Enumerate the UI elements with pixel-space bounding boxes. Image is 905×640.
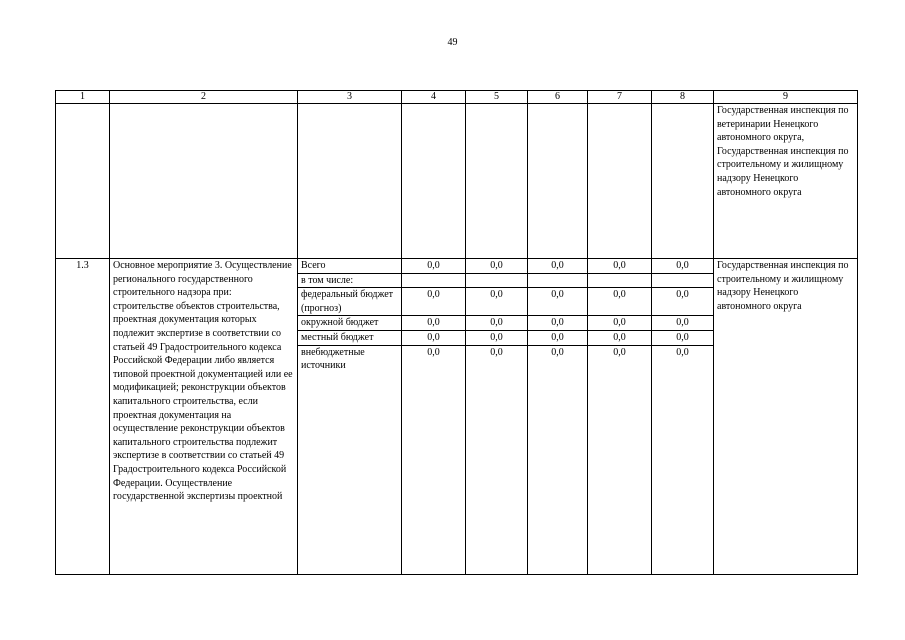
- source-label: в том числе:: [298, 273, 402, 288]
- value-cell: [402, 273, 466, 288]
- program-table: [55, 90, 858, 575]
- column-header: 3: [298, 91, 402, 104]
- value-cell: 0,0: [652, 345, 714, 574]
- source-label: внебюджетные источники: [298, 345, 402, 574]
- value-cell: 0,0: [652, 288, 714, 316]
- column-header: 2: [110, 91, 298, 104]
- value-cell: 0,0: [466, 330, 528, 345]
- page-number: 49: [447, 37, 458, 48]
- value-cell: 0,0: [402, 316, 466, 331]
- value-cell: 0,0: [528, 330, 588, 345]
- activity-description: Основное мероприятие 3. Осуществление регионального государственного строительного надзора при: строительстве объектов строительства, проектная документация которых подлежит экспертизе в соответствии со статьей 49 Градостроительного кодекса Российской Федерации либо является типовой проектной документацией или ее модификацией; реконструкции объектов капитального строительства, если проектная документация на осуществление реконструкции объектов капитального строительства подлежит экспертизе в соответствии со статьей 49 Градостроительного кодекса Российской Федерации. Осуществление государственной экспертизы проектной: [110, 259, 298, 575]
- value-cell: 0,0: [652, 259, 714, 274]
- value-cell: [588, 273, 652, 288]
- value-cell: 0,0: [466, 316, 528, 331]
- column-header: 5: [466, 91, 528, 104]
- source-label: окружной бюджет: [298, 316, 402, 331]
- column-header: 4: [402, 91, 466, 104]
- column-header: 1: [56, 91, 110, 104]
- value-cell: [652, 273, 714, 288]
- value-cell: 0,0: [402, 330, 466, 345]
- value-cell: 0,0: [588, 330, 652, 345]
- value-cell: 0,0: [588, 316, 652, 331]
- source-label: Всего: [298, 259, 402, 274]
- table-row-continued: [56, 104, 858, 259]
- value-cell: 0,0: [652, 330, 714, 345]
- value-cell: 0,0: [588, 259, 652, 274]
- value-cell: 0,0: [466, 259, 528, 274]
- value-cell: 0,0: [402, 259, 466, 274]
- value-cell: [528, 273, 588, 288]
- column-numbers-row: [56, 91, 858, 104]
- value-cell: 0,0: [402, 288, 466, 316]
- executor-cell: Государственная инспекция по строительному и жилищному надзору Ненецкого автономного округа: [714, 259, 858, 575]
- column-header: 9: [714, 91, 858, 104]
- value-cell: 0,0: [652, 316, 714, 331]
- value-cell: 0,0: [528, 259, 588, 274]
- value-cell: 0,0: [466, 288, 528, 316]
- column-header: 7: [588, 91, 652, 104]
- value-cell: 0,0: [588, 288, 652, 316]
- value-cell: 0,0: [466, 345, 528, 574]
- value-cell: 0,0: [528, 345, 588, 574]
- value-cell: 0,0: [528, 288, 588, 316]
- value-cell: 0,0: [528, 316, 588, 331]
- source-label: местный бюджет: [298, 330, 402, 345]
- executor-cell: Государственная инспекция по ветеринарии Ненецкого автономного округа, Государственная инспекция по строительному и жилищному надзору Ненецкого автономного округа: [714, 104, 858, 259]
- value-cell: [466, 273, 528, 288]
- source-label: федеральный бюджет (прогноз): [298, 288, 402, 316]
- table-row: [56, 259, 858, 274]
- column-header: 8: [652, 91, 714, 104]
- row-number: 1.3: [56, 259, 110, 575]
- value-cell: 0,0: [402, 345, 466, 574]
- value-cell: 0,0: [588, 345, 652, 574]
- column-header: 6: [528, 91, 588, 104]
